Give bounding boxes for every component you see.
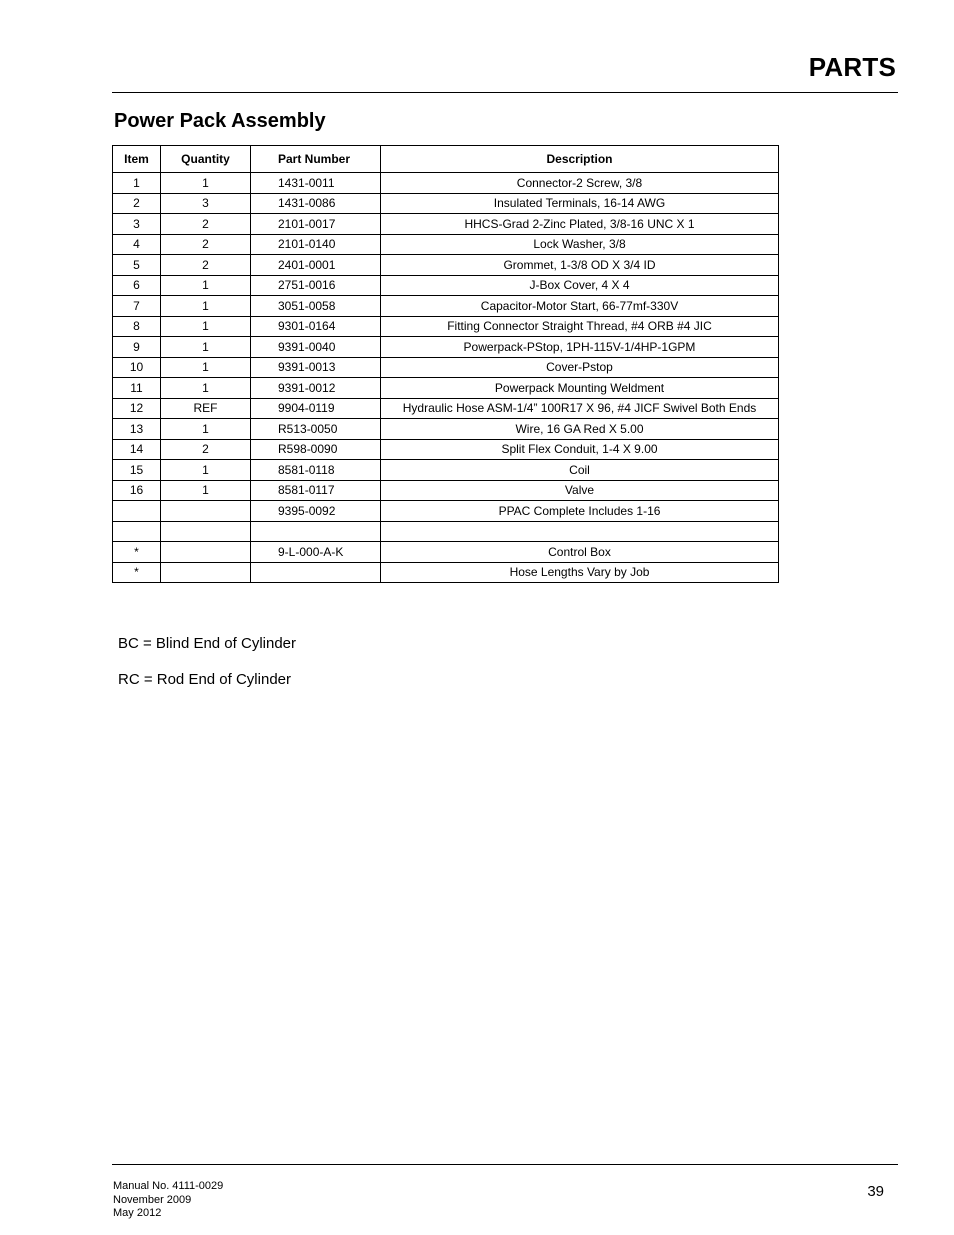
cell-quantity: 1 <box>161 460 251 481</box>
footer-info <box>113 1180 223 1221</box>
cell-description: Insulated Terminals, 16-14 AWG <box>381 193 779 214</box>
section-title: Power Pack Assembly <box>114 110 326 132</box>
cell-description: Lock Washer, 3/8 <box>381 234 779 255</box>
cell-description: Cover-Pstop <box>381 357 779 378</box>
cell-part-number: 3051-0058 <box>251 296 381 317</box>
table-row <box>113 316 779 337</box>
cell-quantity: 2 <box>161 234 251 255</box>
cell-description: Fitting Connector Straight Thread, #4 ORB #4 JIC <box>381 316 779 337</box>
cell-description: Grommet, 1-3/8 OD X 3/4 ID <box>381 255 779 276</box>
table-row <box>113 296 779 317</box>
cell-quantity <box>161 562 251 583</box>
table-row <box>113 173 779 194</box>
column-header-part-number: Part Number <box>251 146 381 173</box>
cell-quantity: 1 <box>161 173 251 194</box>
table-row <box>113 521 779 542</box>
cell-item: 4 <box>113 234 161 255</box>
cell-quantity: 2 <box>161 439 251 460</box>
cell-description: Valve <box>381 480 779 501</box>
table-row <box>113 337 779 358</box>
cell-item: 3 <box>113 214 161 235</box>
cell-description: Control Box <box>381 542 779 563</box>
footer-divider <box>112 1164 898 1165</box>
table-row <box>113 439 779 460</box>
page-header-title: PARTS <box>808 52 896 82</box>
note-bc: BC = Blind End of Cylinder <box>118 635 297 652</box>
parts-table <box>112 145 779 583</box>
cell-description: Powerpack-PStop, 1PH-115V-1/4HP-1GPM <box>381 337 779 358</box>
cell-description: HHCS-Grad 2-Zinc Plated, 3/8-16 UNC X 1 <box>381 214 779 235</box>
cell-item: 7 <box>113 296 161 317</box>
cell-quantity: 1 <box>161 419 251 440</box>
cell-item: * <box>113 542 161 563</box>
cell-item: 2 <box>113 193 161 214</box>
cell-part-number: 9391-0040 <box>251 337 381 358</box>
cell-description: Hose Lengths Vary by Job <box>381 562 779 583</box>
cell-item: 5 <box>113 255 161 276</box>
cell-part-number: 9391-0013 <box>251 357 381 378</box>
cell-item: 15 <box>113 460 161 481</box>
cell-item: 9 <box>113 337 161 358</box>
table-row <box>113 562 779 583</box>
cell-description: Powerpack Mounting Weldment <box>381 378 779 399</box>
cell-description: PPAC Complete Includes 1-16 <box>381 501 779 522</box>
table-row <box>113 419 779 440</box>
cell-quantity: REF <box>161 398 251 419</box>
cell-description: Coil <box>381 460 779 481</box>
manual-number: Manual No. 4111-0029 <box>113 1180 224 1192</box>
cell-description: Wire, 16 GA Red X 5.00 <box>381 419 779 440</box>
cell-part-number: 9395-0092 <box>251 501 381 522</box>
cell-quantity: 1 <box>161 316 251 337</box>
cell-quantity: 1 <box>161 378 251 399</box>
cell-quantity: 2 <box>161 214 251 235</box>
cell-item: 8 <box>113 316 161 337</box>
cell-part-number: 2101-0140 <box>251 234 381 255</box>
table-row <box>113 193 779 214</box>
cell-item: 6 <box>113 275 161 296</box>
cell-quantity: 3 <box>161 193 251 214</box>
cell-description <box>381 521 779 542</box>
note-rc: RC = Rod End of Cylinder <box>118 671 291 688</box>
cell-part-number: 1431-0011 <box>251 173 381 194</box>
cell-quantity: 1 <box>161 337 251 358</box>
column-header-quantity: Quantity <box>161 146 251 173</box>
cell-item: 13 <box>113 419 161 440</box>
table-row <box>113 255 779 276</box>
cell-description: J-Box Cover, 4 X 4 <box>381 275 779 296</box>
cell-part-number: 2101-0017 <box>251 214 381 235</box>
cell-item: 16 <box>113 480 161 501</box>
table-row <box>113 542 779 563</box>
table-row <box>113 214 779 235</box>
cell-description: Hydraulic Hose ASM-1/4” 100R17 X 96, #4 JICF Swivel Both Ends <box>381 398 779 419</box>
parts-table-body <box>113 173 779 583</box>
cell-part-number: R513-0050 <box>251 419 381 440</box>
cell-description: Split Flex Conduit, 1-4 X 9.00 <box>381 439 779 460</box>
cell-item: 1 <box>113 173 161 194</box>
cell-part-number: 8581-0117 <box>251 480 381 501</box>
cell-part-number: R598-0090 <box>251 439 381 460</box>
cell-item <box>113 501 161 522</box>
cell-part-number: 2751-0016 <box>251 275 381 296</box>
footer-date-2: May 2012 <box>113 1207 162 1219</box>
cell-part-number: 9391-0012 <box>251 378 381 399</box>
cell-part-number: 2401-0001 <box>251 255 381 276</box>
column-header-item: Item <box>113 146 161 173</box>
table-row <box>113 357 779 378</box>
cell-part-number <box>251 521 381 542</box>
cell-quantity: 1 <box>161 296 251 317</box>
cell-part-number: 9-L-000-A-K <box>251 542 381 563</box>
table-row <box>113 460 779 481</box>
table-row <box>113 480 779 501</box>
cell-part-number: 9904-0119 <box>251 398 381 419</box>
cell-quantity <box>161 521 251 542</box>
cell-item: 11 <box>113 378 161 399</box>
cell-part-number: 9301-0164 <box>251 316 381 337</box>
table-row <box>113 234 779 255</box>
header-divider <box>112 92 898 93</box>
cell-description: Capacitor-Motor Start, 66-77mf-330V <box>381 296 779 317</box>
table-row <box>113 398 779 419</box>
cell-quantity: 2 <box>161 255 251 276</box>
cell-item: * <box>113 562 161 583</box>
cell-part-number <box>251 562 381 583</box>
cell-quantity <box>161 501 251 522</box>
cell-part-number: 1431-0086 <box>251 193 381 214</box>
cell-item: 14 <box>113 439 161 460</box>
cell-item: 12 <box>113 398 161 419</box>
table-header-row <box>113 146 779 173</box>
cell-item: 10 <box>113 357 161 378</box>
page-number: 39 <box>867 1183 884 1200</box>
cell-quantity: 1 <box>161 357 251 378</box>
table-row <box>113 501 779 522</box>
cell-description: Connector-2 Screw, 3/8 <box>381 173 779 194</box>
cell-quantity: 1 <box>161 480 251 501</box>
cell-quantity <box>161 542 251 563</box>
footer-date-1: November 2009 <box>113 1193 192 1206</box>
table-row <box>113 275 779 296</box>
table-row <box>113 378 779 399</box>
cell-part-number: 8581-0118 <box>251 460 381 481</box>
cell-item <box>113 521 161 542</box>
cell-quantity: 1 <box>161 275 251 296</box>
column-header-description: Description <box>381 146 779 173</box>
